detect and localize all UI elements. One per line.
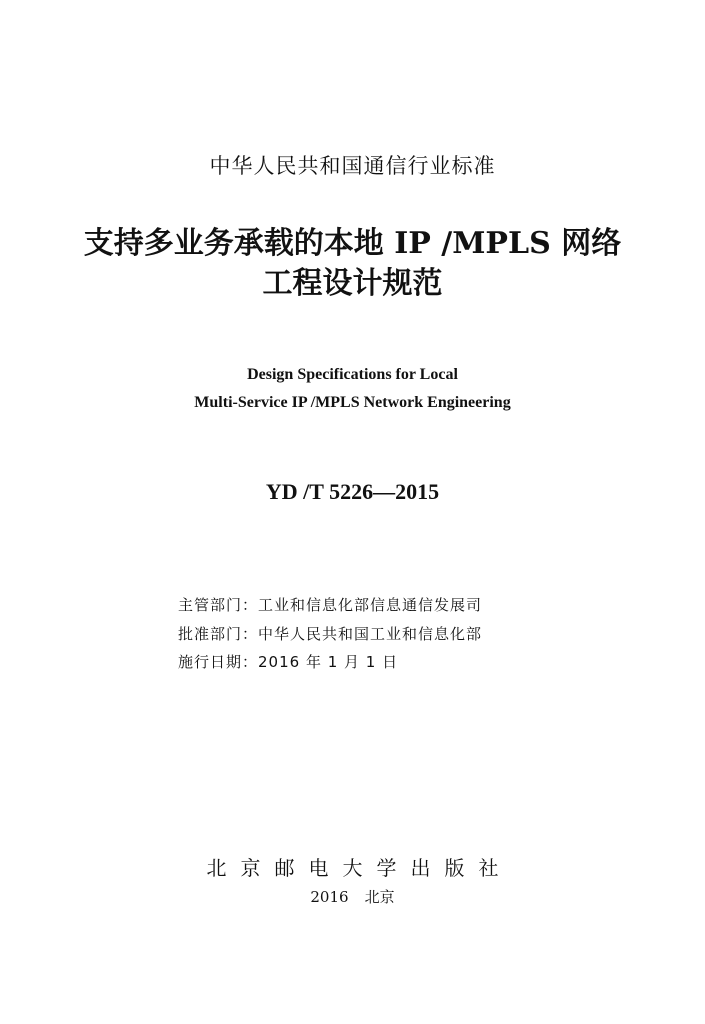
- document-title-line-2: 工程设计规范: [262, 266, 443, 301]
- approval-department: 批准部门：中华人民共和国工业和信息化部: [178, 625, 483, 643]
- issuing-authority: 中华人民共和国通信行业标准: [209, 154, 496, 178]
- document-title-line-1: 支持多业务承载的本地 IP /MPLS 网络: [83, 226, 622, 261]
- english-title-line-2: Multi-Service IP /MPLS Network Engineering: [194, 394, 511, 411]
- publisher-name: 北京邮电大学出版社: [206, 856, 513, 880]
- competent-department: 主管部门：工业和信息化部信息通信发展司: [178, 596, 483, 614]
- publication-city: 北京: [364, 888, 395, 906]
- publication-line: [0, 886, 705, 907]
- english-title-line-1: Design Specifications for Local: [247, 366, 458, 383]
- effective-date: 施行日期：2016 年 1 月 1 日: [178, 653, 399, 671]
- publication-year: 2016: [310, 888, 349, 906]
- standard-number: YD /T 5226—2015: [265, 479, 440, 504]
